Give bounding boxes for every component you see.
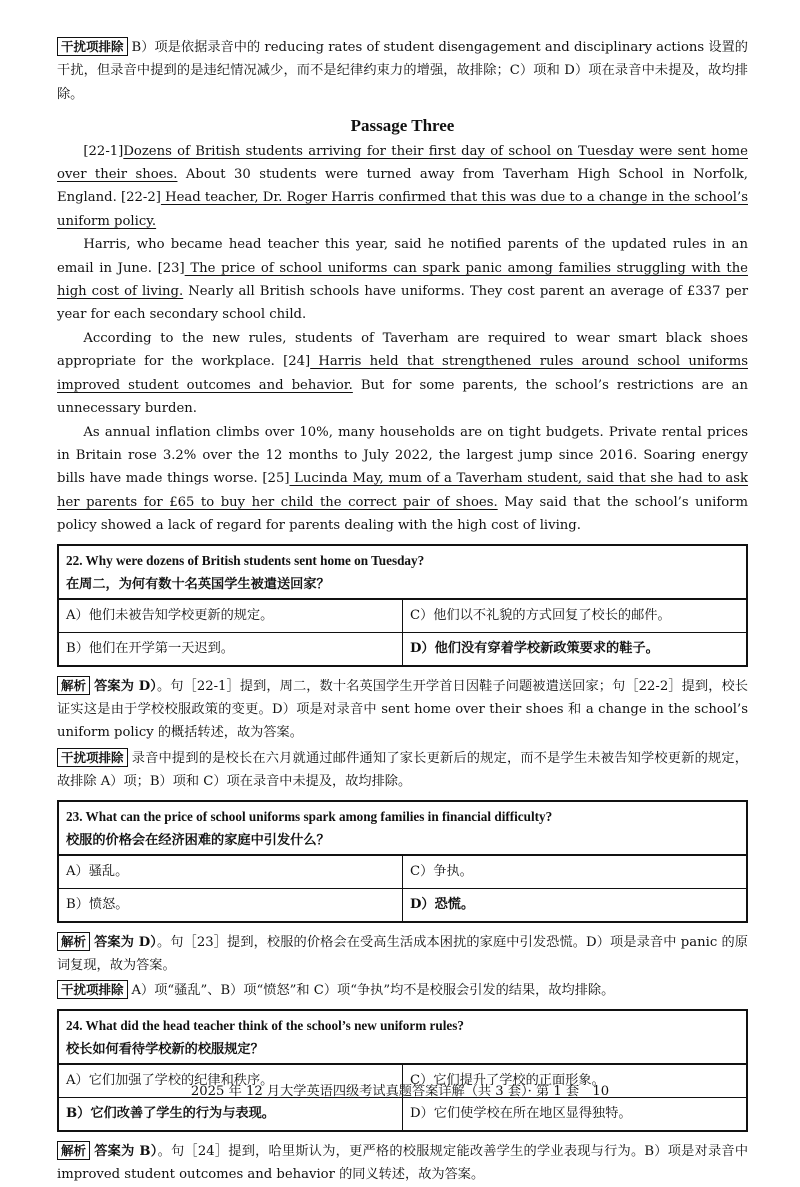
answer-label: 答案为 B） <box>94 1143 158 1159</box>
question-24-option-a: A）它们加强了学校的纪律和秩序。 <box>58 1064 403 1098</box>
question-24-option-b: B）它们改善了学生的行为与表现。 <box>58 1097 403 1131</box>
plain-text: Nearly all British schools have uniforms. They cost parent an average of £337 per year for each secondary school child. <box>57 284 749 323</box>
question-22-option-a: A）他们未被告知学校更新的规定。 <box>58 599 403 633</box>
question-24-english: 24. What did the head teacher think of the school’s new uniform rules? <box>66 1017 464 1033</box>
question-22-stem <box>58 545 747 599</box>
question-23-english: 23. What can the price of school uniforms spark among families in financial difficulty? <box>66 808 553 824</box>
question-24-option-c: C）它们提升了学校的正面形象。 <box>403 1064 748 1098</box>
plain-text: According to the new rules, students of Taverham are required to wear smart black shoes appropriate for the workplace. <box>57 330 748 370</box>
question-24-analysis <box>57 1140 748 1187</box>
analysis-tag: 解析 <box>57 1141 90 1160</box>
analysis-tag: 解析 <box>57 676 90 695</box>
question-24-table <box>57 1009 748 1132</box>
question-22-option-c: C）他们以不礼貌的方式回复了校长的邮件。 <box>403 599 748 633</box>
passage-paragraph-1 <box>57 140 748 234</box>
question-23-stem <box>58 801 747 855</box>
marker-22-2: [22-2] <box>120 190 161 206</box>
plain-text: Harris, who became head teacher this year, said he notified parents of the updated rules in an email in June. <box>57 237 748 276</box>
question-22-option-b: B）他们在开学第一天迟到。 <box>58 632 403 666</box>
answer-label: 答案为 D） <box>94 934 157 950</box>
underlined-sentence-24: Harris held that strengthened rules around school uniforms improved student outcomes and behavior. <box>57 354 748 393</box>
question-22-analysis <box>57 675 748 745</box>
underlined-sentence-25: Lucinda May, mum of a Taverham student, said that she had to ask her parents for £65 to buy her child the correct pair of shoes. <box>57 471 748 510</box>
analysis-text: 。句［24］提到，哈里斯认为，更严格的校服规定能改善学生的学业表现与行为。B）项是对录音中 improved student outcomes and behavior 的同义转述，故为答案。 <box>57 1143 749 1183</box>
answer-label: 答案为 D） <box>94 678 157 694</box>
question-22-english: 22. Why were dozens of British students sent home on Tuesday? <box>66 552 425 568</box>
question-24-option-d: D）它们使学校在所在地区显得独特。 <box>403 1097 748 1131</box>
plain-text: But for some parents, the school’s restrictions are an unnecessary burden. <box>57 377 748 417</box>
marker-22-1: [22-1] <box>83 143 124 159</box>
underlined-sentence-23: The price of school uniforms can spark panic among families struggling with the high cost of living. <box>57 260 748 300</box>
question-23-option-a: A）骚乱。 <box>58 855 403 889</box>
question-22-table <box>57 544 748 667</box>
passage-paragraph-3 <box>57 327 748 421</box>
intro-paragraph <box>57 36 748 106</box>
distractor-tag: 干扰项排除 <box>57 748 128 767</box>
underlined-sentence-22-1: Dozens of British students arriving for their first day of school on Tuesday were sent home over their shoes. <box>57 143 748 183</box>
question-24-chinese: 校长如何看待学校新的校服规定？ <box>66 1040 264 1056</box>
distractor-tag: 干扰项排除 <box>57 37 128 56</box>
page-footer: 2025 年 12 月大学英语四级考试真题答案详解（共 3 套）· 第 1 套 10 <box>190 1084 610 1099</box>
underlined-sentence-22-2: Head teacher, Dr. Roger Harris confirmed that this was due to a change in the school’s uniform policy. <box>57 190 748 229</box>
question-22-option-d: D）他们没有穿着学校新政策要求的鞋子。 <box>403 632 748 666</box>
marker-23: [23] <box>157 260 185 276</box>
distractor-text: A）项“骚乱”、B）项“愤怒”和 C）项“争执”均不是校服会引发的结果，故均排除。 <box>131 983 615 999</box>
question-22-distractor <box>57 747 748 794</box>
question-23-chinese: 校服的价格会在经济困难的家庭中引发什么？ <box>66 831 330 847</box>
plain-text: As annual inflation climbs over 10%, many households are on tight budgets. Private rental prices in Britain rose 3.2% over the 12 months to July 2022, the largest jump since 2016. Soaring energy bills have made things worse. <box>57 424 748 487</box>
analysis-text: 。句［23］提到，校服的价格会在受高生活成本困扰的家庭中引发恐慌。D）项是录音中 panic 的原词复现，故为答案。 <box>57 934 748 973</box>
marker-24: [24] <box>283 354 311 370</box>
distractor-text: 录音中提到的是校长在六月就通过邮件通知了家长更新后的规定，而不是学生未被告知学校更新的规定，故排除 A）项；B）项和 C）项在录音中未提及，故均排除。 <box>57 750 748 790</box>
question-24-stem <box>58 1010 747 1064</box>
passage-title: Passage Three <box>350 116 455 136</box>
plain-text: May said that the school’s uniform policy showed a lack of regard for parents dealing with the high cost of living. <box>57 494 748 534</box>
question-22-chinese: 在周二，为何有数十名英国学生被遣送回家？ <box>66 575 330 591</box>
question-23-analysis <box>57 931 748 978</box>
question-23-option-b: B）愤怒。 <box>58 888 403 922</box>
analysis-tag: 解析 <box>57 932 90 951</box>
passage-paragraph-2 <box>57 233 748 327</box>
distractor-tag: 干扰项排除 <box>57 980 128 999</box>
analysis-text: 。句［22-1］提到，周二，数十名英国学生开学首日因鞋子问题被遣送回家；句［22-2］提到，校长证实这是由于学校校服政策的变更。D）项是对录音中 sent home over their shoes 和 a change in the school’s uniform policy 的概括转述，故为答案。 <box>57 678 748 741</box>
question-23-distractor <box>57 979 748 1002</box>
passage-paragraph-4 <box>57 421 748 538</box>
question-23-option-d: D）恐慌。 <box>403 888 748 922</box>
intro-text: B）项是依据录音中的 reducing rates of student disengagement and disciplinary actions 设置的干扰，但录音中提到的是违纪情况减少，而不是纪律约束力的增强，故排除；C）项和 D）项在录音中未提及，故均排除。 <box>57 40 748 102</box>
marker-25: [25] <box>262 471 290 487</box>
question-23-table <box>57 800 748 923</box>
question-23-option-c: C）争执。 <box>403 855 748 889</box>
plain-text: About 30 students were turned away from Taverham High School in Norfolk, England. <box>57 167 748 206</box>
